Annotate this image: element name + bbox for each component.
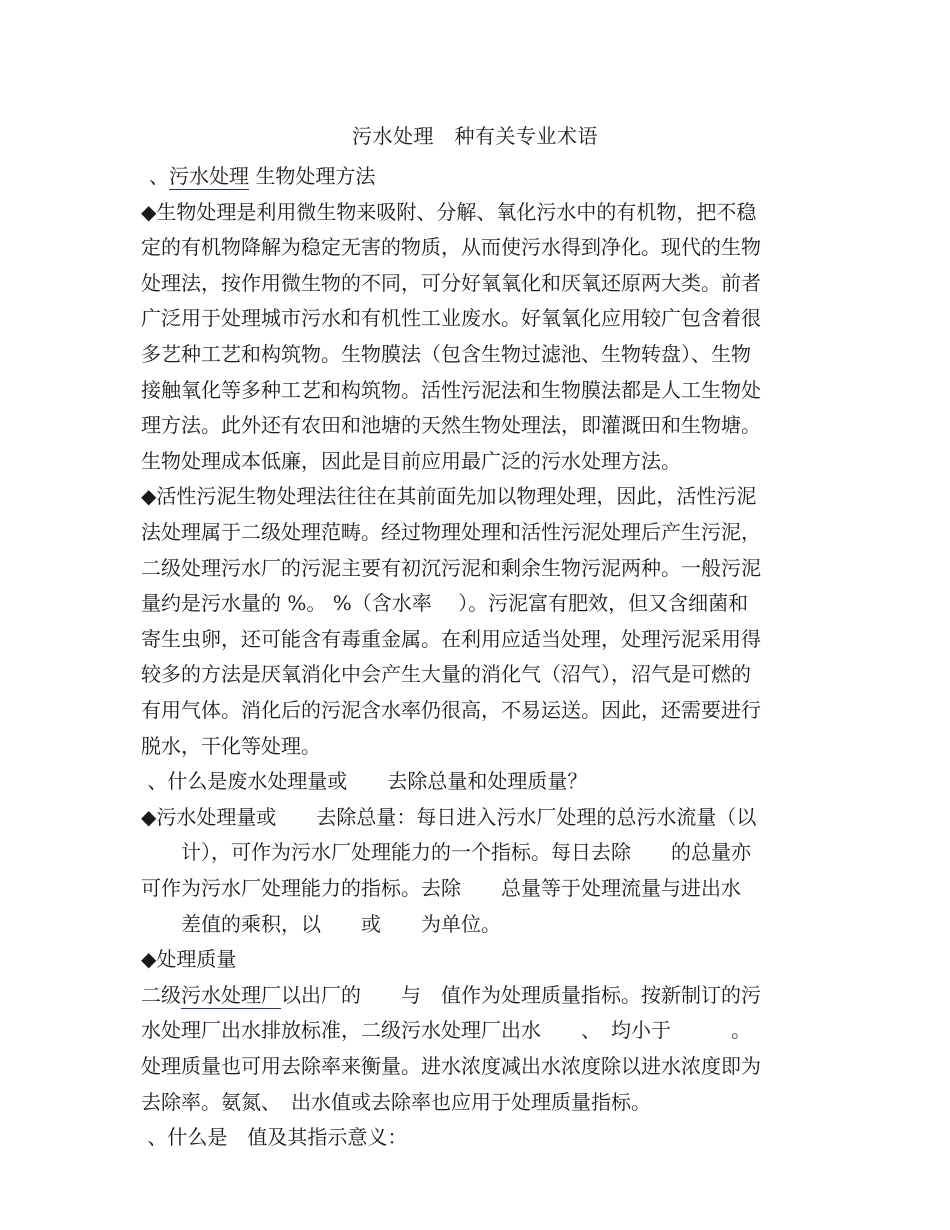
- text-line: [141, 1123, 407, 1151]
- text-line: [141, 340, 751, 368]
- line-text: 脱水，干化等处理。: [141, 733, 321, 758]
- line-text: 多艺种工艺和构筑物。生物膜法（包含生物过滤池、生物转盘）、生物: [141, 342, 751, 366]
- line-text: 定的有机物降解为稳定无害的物质，从而使污水得到净化。现代的生物: [141, 235, 761, 260]
- text-line: [141, 376, 761, 404]
- text-line: [141, 945, 236, 973]
- text-line: [141, 1016, 751, 1044]
- text-line: [149, 162, 375, 190]
- text-line: [141, 910, 501, 938]
- text-line: [141, 660, 751, 688]
- text-line: [141, 803, 756, 831]
- line-text: 接触氧化等多种工艺和构筑物。活性污泥法和生物膜法都是人工生物处: [141, 377, 761, 402]
- line-text: 以出厂的 与 值作为处理质量指标。按新制订的污: [281, 982, 761, 1007]
- text-line: [141, 589, 748, 617]
- text-line: [141, 411, 761, 439]
- line-text: 、什么是 值及其指示意义：: [141, 1125, 408, 1150]
- line-text: 生物处理成本低廉，因此是目前应用最广泛的污水处理方法。: [141, 448, 681, 473]
- line-text: ◆污水处理量或 去除总量：每日进入污水厂处理的总污水流量（以: [141, 804, 757, 829]
- text-line: [141, 767, 587, 795]
- text-line: [141, 981, 761, 1009]
- text-line: [141, 874, 741, 902]
- text-line: [141, 482, 756, 510]
- text-line: [141, 838, 751, 866]
- underlined-term: 污水处理厂: [181, 982, 281, 1007]
- line-text: 去除率。氨氮、 出水值或去除率也应用于处理质量指标。: [141, 1089, 651, 1114]
- line-text: 二级: [141, 982, 181, 1007]
- text-line: [141, 1052, 761, 1080]
- line-text: 寄生虫卵，还可能含有毒重金属。在利用应适当处理，处理污泥采用得: [141, 626, 761, 651]
- line-text: 处理质量也可用去除率来衡量。进水浓度减出水浓度除以进水浓度即为: [141, 1054, 761, 1078]
- line-text: 有用气体。消化后的污泥含水率仍很高，不易运送。因此，还需要进行: [141, 698, 761, 722]
- line-text: 、什么是废水处理量或 去除总量和处理质量？: [141, 769, 588, 794]
- text-line: [141, 554, 761, 582]
- document-title: 污水处理 种有关专业术语: [352, 124, 598, 148]
- line-text: 理方法。此外还有农田和池塘的天然生物处理法，即灌溉田和生物塘。: [141, 413, 761, 438]
- line-text: 水处理厂出水排放标准，二级污水处理厂出水 、 均小于 。: [141, 1018, 751, 1043]
- line-text: 处理法，按作用微生物的不同，可分好氧氧化和厌氧还原两大类。前者: [141, 270, 761, 295]
- line-text: 二级处理污水厂的污泥主要有初沉污泥和剩余生物污泥两种。一般污泥: [141, 555, 761, 580]
- text-line: [141, 447, 681, 475]
- line-text: 差值的乘积，以 或 为单位。: [141, 911, 501, 936]
- underlined-term: 污水处理: [169, 164, 249, 188]
- text-line: [141, 198, 756, 226]
- line-text: ◆生物处理是利用微生物来吸附、分解、氧化污水中的有机物，把不稳: [141, 199, 757, 224]
- text-line: [141, 304, 761, 332]
- line-text: 广泛用于处理城市污水和有机性工业废水。好氧氧化应用较广包含着很: [141, 306, 761, 331]
- text-line: [141, 269, 761, 297]
- line-text: ◆处理质量: [141, 947, 237, 972]
- text-line: [141, 1088, 651, 1116]
- line-text: 法处理属于二级处理范畴。经过物理处理和活性污泥处理后产生污泥，: [141, 520, 761, 544]
- line-text: 较多的方法是厌氧消化中会产生大量的消化气（沼气），沼气是可燃的: [141, 662, 751, 687]
- text-line: [141, 625, 761, 653]
- text-line: [141, 518, 761, 546]
- line-text: 可作为污水厂处理能力的指标。去除 总量等于处理流量与进出水: [141, 876, 741, 900]
- text-line: [141, 233, 761, 261]
- line-text: 计），可作为污水厂处理能力的一个指标。每日去除 的总量亦: [141, 840, 751, 865]
- line-text: 生物处理方法: [249, 164, 376, 188]
- line-text: 量约是污水量的 %。 %（含水率 ）。污泥富有肥效，但又含细菌和: [141, 591, 749, 616]
- text-line: [141, 732, 321, 760]
- line-text: ◆活性污泥生物处理法往往在其前面先加以物理处理，因此，活性污泥: [141, 484, 757, 509]
- text-line: [141, 696, 761, 724]
- line-text: 、: [149, 164, 169, 188]
